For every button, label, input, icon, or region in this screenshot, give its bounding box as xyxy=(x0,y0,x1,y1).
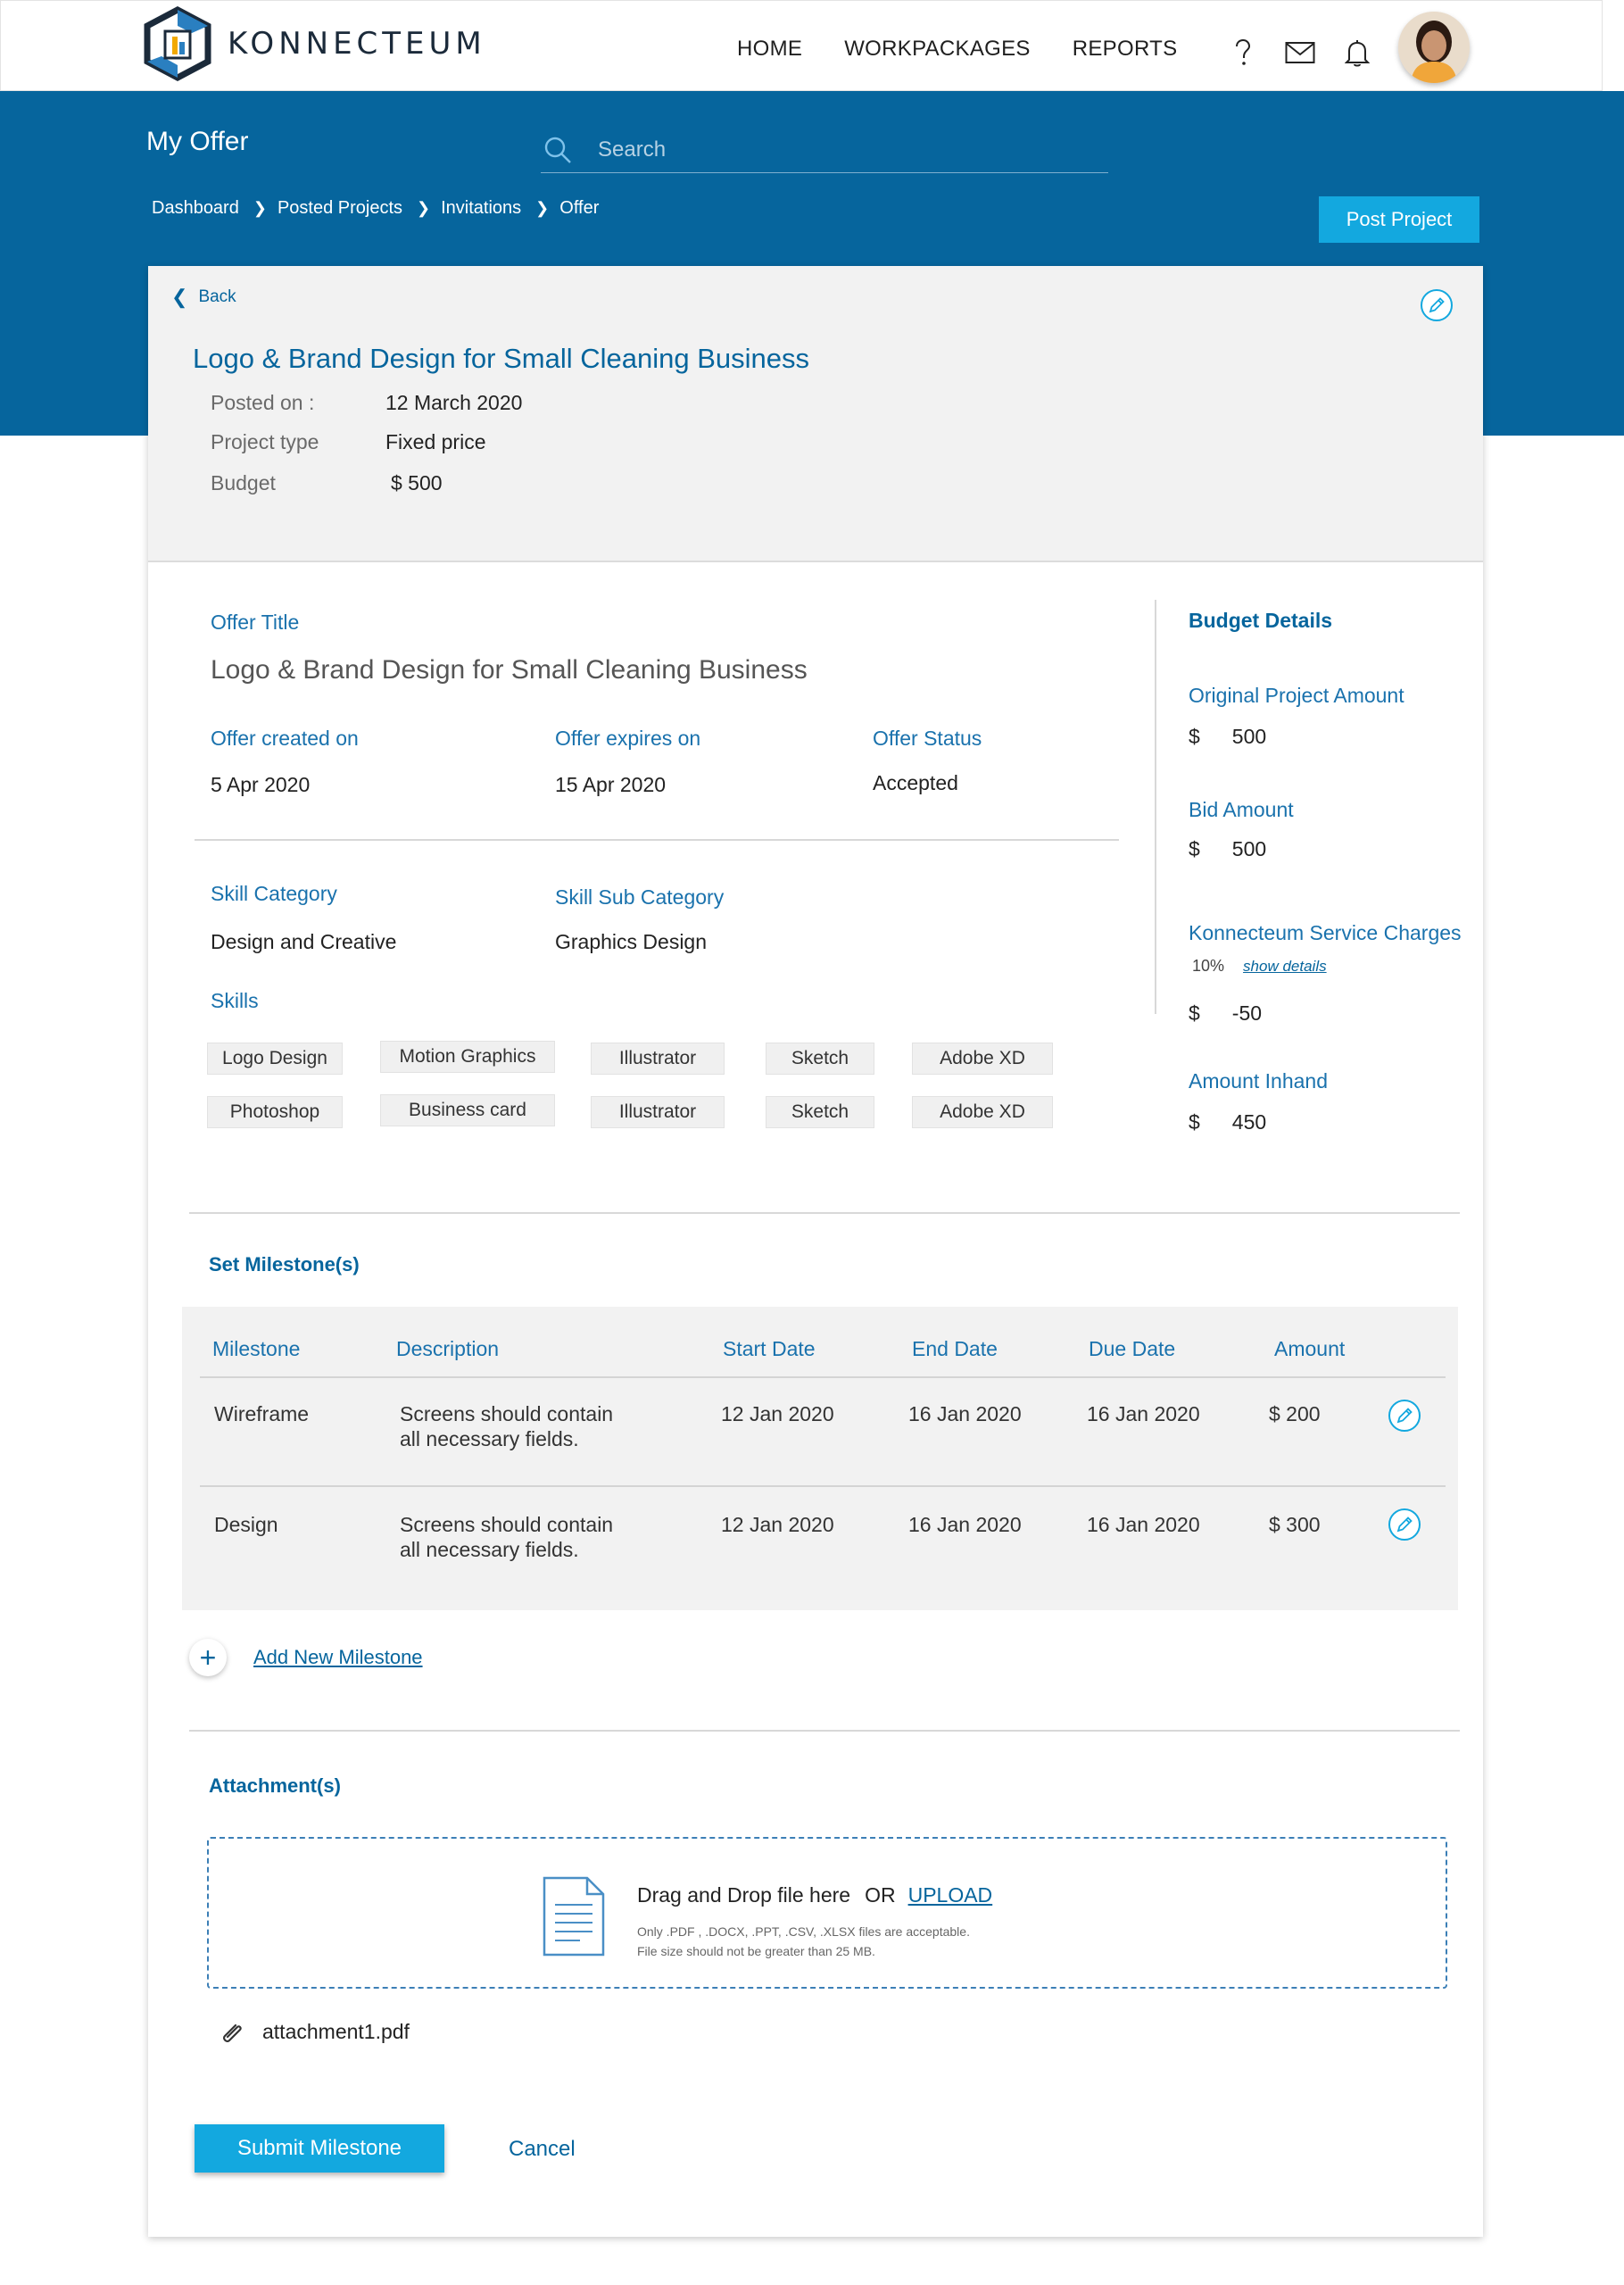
col-milestone: Milestone xyxy=(212,1337,301,1360)
avatar-photo xyxy=(1398,12,1470,83)
cancel-button[interactable]: Cancel xyxy=(509,2137,576,2161)
offer-divider xyxy=(195,839,1119,841)
project-summary xyxy=(148,266,1483,562)
milestone-start-date: 12 Jan 2020 xyxy=(721,1513,834,1536)
skill-chip: Motion Graphics xyxy=(380,1041,555,1073)
file-size-note: File size should not be greater than 25 MB. xyxy=(637,1944,875,1958)
document-icon xyxy=(541,1874,607,1958)
currency-symbol: $ xyxy=(1189,837,1200,860)
back-label: Back xyxy=(198,287,236,306)
service-charges-value xyxy=(1189,1001,1262,1026)
edit-icon[interactable] xyxy=(1387,1507,1422,1542)
edit-icon[interactable] xyxy=(1387,1398,1422,1433)
milestone-due-date: 16 Jan 2020 xyxy=(1087,1513,1200,1536)
breadcrumb-posted-projects[interactable]: Posted Projects xyxy=(277,198,403,218)
attached-file[interactable] xyxy=(220,2019,410,2044)
main-nav xyxy=(737,37,1219,62)
attachments-title: Attachment(s) xyxy=(209,1774,341,1797)
currency-symbol: $ xyxy=(1189,1001,1200,1025)
skill-chip: Sketch xyxy=(766,1096,874,1128)
budget-details-title: Budget Details xyxy=(1189,609,1333,632)
description-line: Screens should contain xyxy=(400,1402,614,1425)
offer-expires-value: 15 Apr 2020 xyxy=(555,773,667,796)
offer-card xyxy=(148,266,1483,2237)
offer-created-label: Offer created on xyxy=(211,727,359,750)
skills-label: Skills xyxy=(211,989,259,1012)
budget-divider xyxy=(1155,600,1156,1014)
edit-icon[interactable] xyxy=(1419,287,1454,323)
skill-chip: Photoshop xyxy=(207,1096,343,1128)
breadcrumb-offer[interactable]: Offer xyxy=(559,198,600,218)
offer-expires-label: Offer expires on xyxy=(555,727,701,750)
chevron-right-icon: ❯ xyxy=(253,199,267,217)
budget-label: Budget xyxy=(211,471,276,494)
drop-text: Drag and Drop file here xyxy=(637,1883,851,1907)
posted-row xyxy=(211,391,522,415)
bid-amount-label: Bid Amount xyxy=(1189,798,1294,821)
milestones-table xyxy=(182,1307,1458,1610)
post-project-button[interactable]: Post Project xyxy=(1319,196,1479,243)
search-icon xyxy=(543,135,573,165)
breadcrumb-invitations[interactable]: Invitations xyxy=(441,198,522,218)
brand-name: KONNECTEUM xyxy=(228,26,486,62)
attached-file-name: attachment1.pdf xyxy=(262,2019,410,2043)
add-milestone-link[interactable]: Add New Milestone xyxy=(253,1646,423,1668)
logo-mark-icon xyxy=(140,6,215,81)
milestone-amount: $ 200 xyxy=(1269,1402,1321,1425)
file-type-note: Only .PDF , .DOCX, .PPT, .CSV, .XLSX files are acceptable. xyxy=(637,1924,970,1939)
table-header-divider xyxy=(200,1376,1446,1378)
original-amount: 500 xyxy=(1231,725,1267,748)
help-icon[interactable] xyxy=(1225,35,1261,71)
offer-status-label: Offer Status xyxy=(873,727,982,750)
milestone-name: Design xyxy=(214,1513,278,1536)
description-line: all necessary fields. xyxy=(400,1538,579,1561)
service-charges-label: Konnecteum Service Charges xyxy=(1189,921,1462,944)
original-amount-value xyxy=(1189,725,1266,749)
section-divider xyxy=(189,1730,1460,1732)
offer-status-value: Accepted xyxy=(873,771,958,794)
col-end-date: End Date xyxy=(912,1337,998,1360)
project-title: Logo & Brand Design for Small Cleaning Business xyxy=(193,343,809,374)
posted-label: Posted on : xyxy=(211,391,315,414)
section-divider xyxy=(189,1212,1460,1214)
project-type-row xyxy=(211,430,485,454)
skill-subcategory-value: Graphics Design xyxy=(555,930,708,953)
skill-subcategory-label: Skill Sub Category xyxy=(555,885,725,909)
search-input[interactable] xyxy=(598,137,1080,162)
milestone-start-date: 12 Jan 2020 xyxy=(721,1402,834,1425)
milestones-title: Set Milestone(s) xyxy=(209,1253,360,1275)
skill-chip: Adobe XD xyxy=(912,1043,1053,1075)
project-type-value: Fixed price xyxy=(385,430,486,453)
file-dropzone[interactable] xyxy=(207,1837,1447,1989)
breadcrumb xyxy=(152,198,599,219)
user-avatar[interactable] xyxy=(1398,12,1470,83)
top-navbar xyxy=(0,0,1603,91)
bid-amount: 500 xyxy=(1231,837,1267,860)
skill-chip: Illustrator xyxy=(591,1043,725,1075)
col-start-date: Start Date xyxy=(723,1337,816,1360)
nav-icon-group xyxy=(1225,35,1396,71)
currency-symbol: $ xyxy=(1189,1110,1200,1134)
offer-title-label: Offer Title xyxy=(211,611,300,634)
chevron-right-icon: ❯ xyxy=(417,199,431,217)
nav-reports[interactable]: REPORTS xyxy=(1072,37,1178,61)
table-row-divider xyxy=(200,1485,1446,1487)
search-bar xyxy=(541,127,1108,173)
service-charges-amount: -50 xyxy=(1231,1001,1263,1025)
upload-link[interactable]: UPLOAD xyxy=(907,1883,993,1907)
skill-category-value: Design and Creative xyxy=(211,930,397,953)
show-details-link[interactable]: show details xyxy=(1243,958,1327,975)
add-milestone[interactable] xyxy=(189,1639,423,1676)
skill-chip: Adobe XD xyxy=(912,1096,1053,1128)
milestone-description xyxy=(400,1401,613,1451)
milestone-name: Wireframe xyxy=(214,1402,310,1425)
col-description: Description xyxy=(396,1337,500,1360)
budget-value: $ 500 xyxy=(391,471,443,494)
milestone-end-date: 16 Jan 2020 xyxy=(908,1402,1022,1425)
budget-row xyxy=(211,471,443,495)
skill-category-label: Skill Category xyxy=(211,882,337,905)
col-amount: Amount xyxy=(1274,1337,1346,1360)
nav-workpackages[interactable]: WORKPACKAGES xyxy=(844,37,1031,61)
bell-icon[interactable] xyxy=(1339,35,1375,71)
submit-milestone-button[interactable]: Submit Milestone xyxy=(195,2124,444,2173)
col-due-date: Due Date xyxy=(1089,1337,1176,1360)
breadcrumb-dashboard[interactable]: Dashboard xyxy=(152,198,239,218)
service-charges-percent-row xyxy=(1192,957,1327,976)
milestone-end-date: 16 Jan 2020 xyxy=(908,1513,1022,1536)
amount-inhand-label: Amount Inhand xyxy=(1189,1069,1329,1093)
or-text: OR xyxy=(865,1883,896,1907)
skill-chip: Business card xyxy=(380,1094,555,1126)
offer-title-value: Logo & Brand Design for Small Cleaning Business xyxy=(211,655,808,685)
description-line: all necessary fields. xyxy=(400,1427,579,1450)
offer-created-value: 5 Apr 2020 xyxy=(211,773,311,796)
milestone-due-date: 16 Jan 2020 xyxy=(1087,1402,1200,1425)
page-title: My Offer xyxy=(146,127,249,156)
skill-chip: Logo Design xyxy=(207,1043,343,1075)
milestone-description xyxy=(400,1512,613,1562)
chevron-left-icon: ❮ xyxy=(171,286,188,308)
service-charges-percent: 10% xyxy=(1192,957,1225,975)
original-amount-label: Original Project Amount xyxy=(1189,684,1404,707)
posted-value: 12 March 2020 xyxy=(385,391,523,414)
back-link[interactable] xyxy=(171,286,236,309)
currency-symbol: $ xyxy=(1189,725,1200,748)
mail-icon[interactable] xyxy=(1282,35,1318,71)
nav-home[interactable]: HOME xyxy=(737,37,803,61)
chevron-right-icon: ❯ xyxy=(535,199,550,217)
plus-icon[interactable]: + xyxy=(189,1639,227,1676)
skill-chip: Sketch xyxy=(766,1043,874,1075)
dropzone-instructions xyxy=(637,1883,992,1907)
bid-amount-value xyxy=(1189,837,1266,861)
project-type-label: Project type xyxy=(211,430,319,453)
milestone-amount: $ 300 xyxy=(1269,1513,1321,1536)
skill-chip: Illustrator xyxy=(591,1096,725,1128)
description-line: Screens should contain xyxy=(400,1513,614,1536)
paperclip-icon xyxy=(220,2019,244,2044)
amount-inhand: 450 xyxy=(1231,1110,1267,1134)
amount-inhand-value xyxy=(1189,1110,1266,1134)
brand-logo[interactable] xyxy=(140,6,486,81)
